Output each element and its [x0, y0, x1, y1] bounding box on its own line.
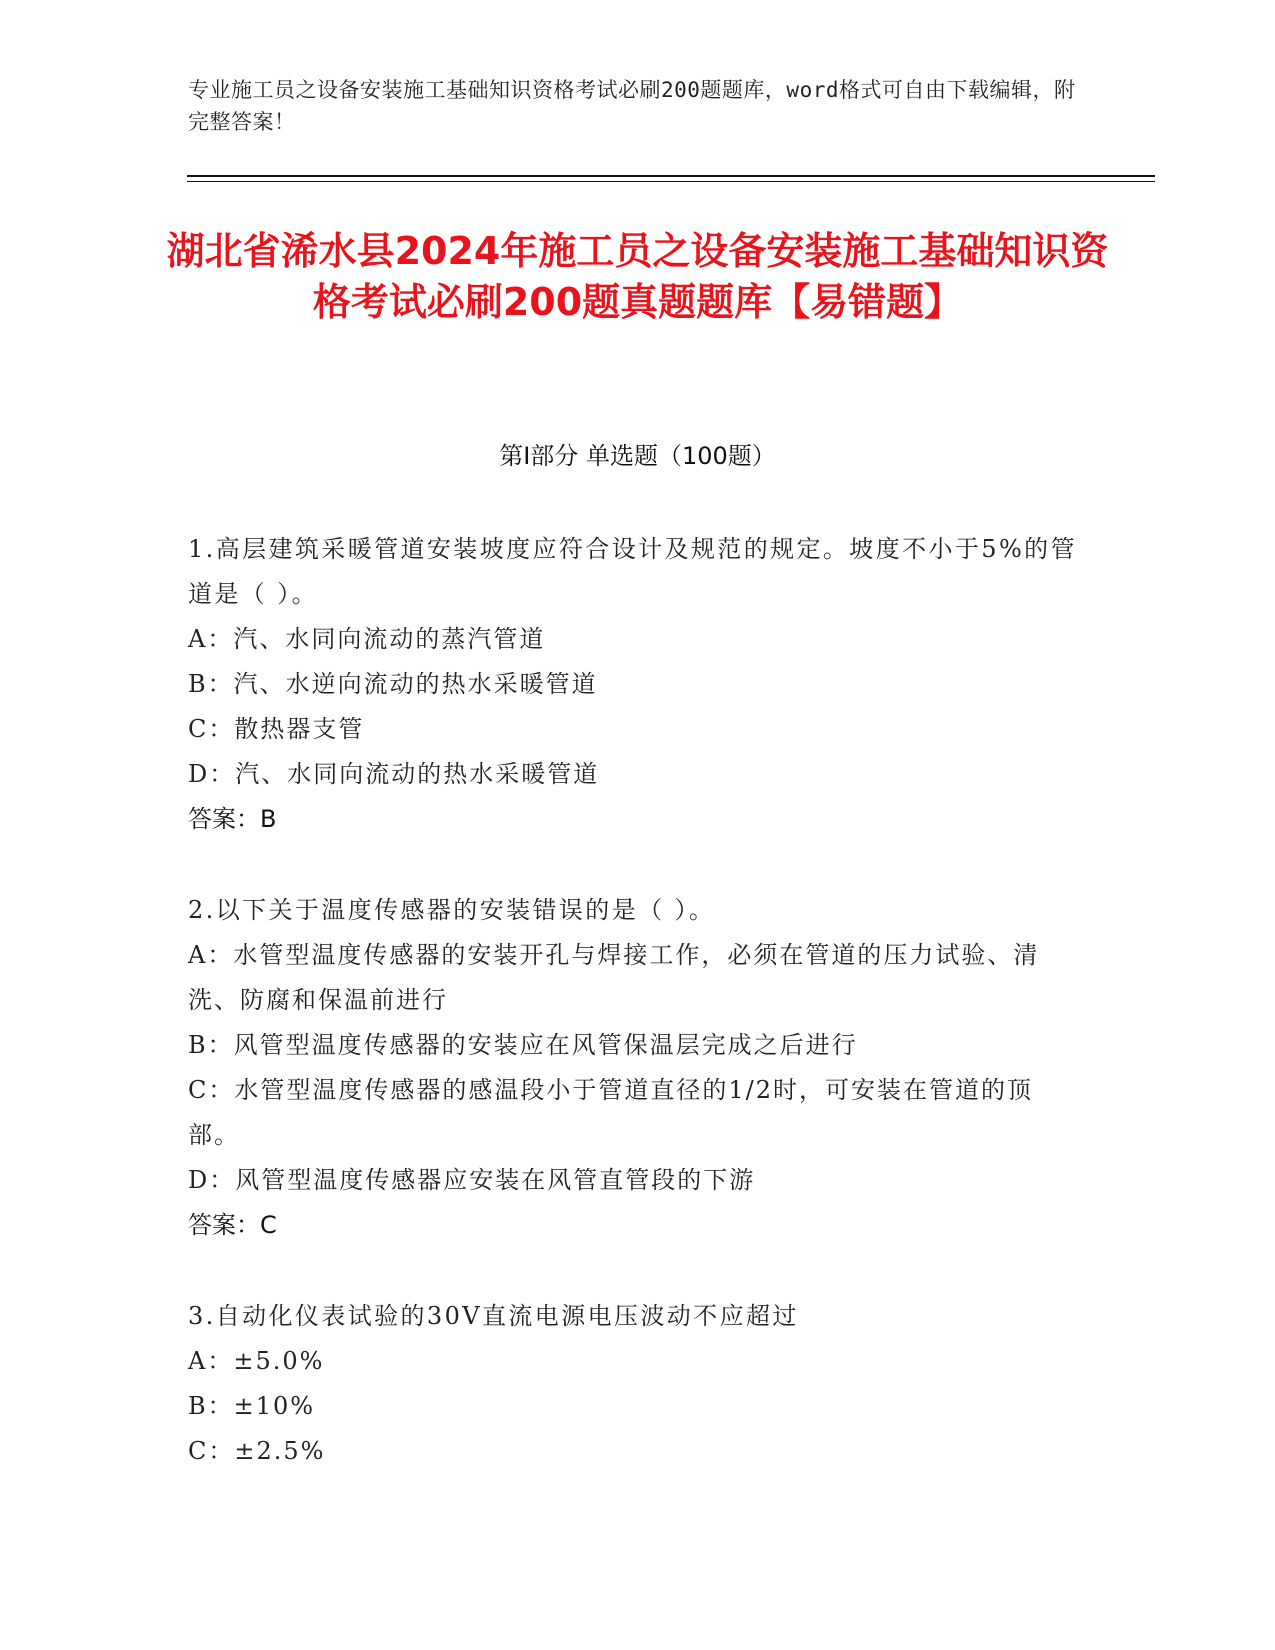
option-b: B：汽、水逆向流动的热水采暖管道 [188, 670, 598, 698]
header-divider-thin [187, 181, 1155, 182]
question-stem: 1.高层建筑采暖管道安装坡度应符合设计及规范的规定。坡度不小于5%的管道是（ ）。 [188, 535, 1077, 608]
answer-line: 答案：B [188, 805, 277, 833]
option-c: C：散热器支管 [188, 715, 365, 743]
option-d: D：汽、水同向流动的热水采暖管道 [188, 760, 600, 788]
option-d: D：风管型温度传感器应安装在风管直管段的下游 [188, 1166, 756, 1194]
question-2 [188, 888, 1078, 1248]
document-title: 湖北省浠水县2024年施工员之设备安装施工基础知识资格考试必刷200题真题题库【易错题】 [166, 229, 1109, 324]
question-stem: 2.以下关于温度传感器的安装错误的是（ ）。 [188, 896, 716, 924]
option-a: A：±5.0% [188, 1347, 325, 1375]
question-3 [188, 1294, 1078, 1474]
option-a: A：汽、水同向流动的蒸汽管道 [188, 625, 546, 653]
header-note: 专业施工员之设备安装施工基础知识资格考试必刷200题题库，word格式可自由下载编辑，附完整答案！ [188, 78, 1076, 134]
question-stem: 3.自动化仪表试验的30V直流电源电压波动不应超过 [188, 1302, 799, 1330]
answer-line: 答案：C [188, 1211, 277, 1239]
header-divider-thick [187, 175, 1155, 177]
question-list [188, 527, 1078, 1520]
option-b: B：风管型温度传感器的安装应在风管保温层完成之后进行 [188, 1031, 858, 1059]
option-c: C：水管型温度传感器的感温段小于管道直径的1/2时，可安装在管道的顶部。 [188, 1076, 1033, 1149]
section-heading: 第I部分 单选题（100题） [499, 442, 776, 470]
option-a: A：水管型温度传感器的安装开孔与焊接工作，必须在管道的压力试验、清洗、防腐和保温前进行 [188, 941, 1040, 1014]
option-b: B：±10% [188, 1392, 316, 1420]
question-1 [188, 527, 1078, 842]
option-c: C：±2.5% [188, 1437, 326, 1465]
